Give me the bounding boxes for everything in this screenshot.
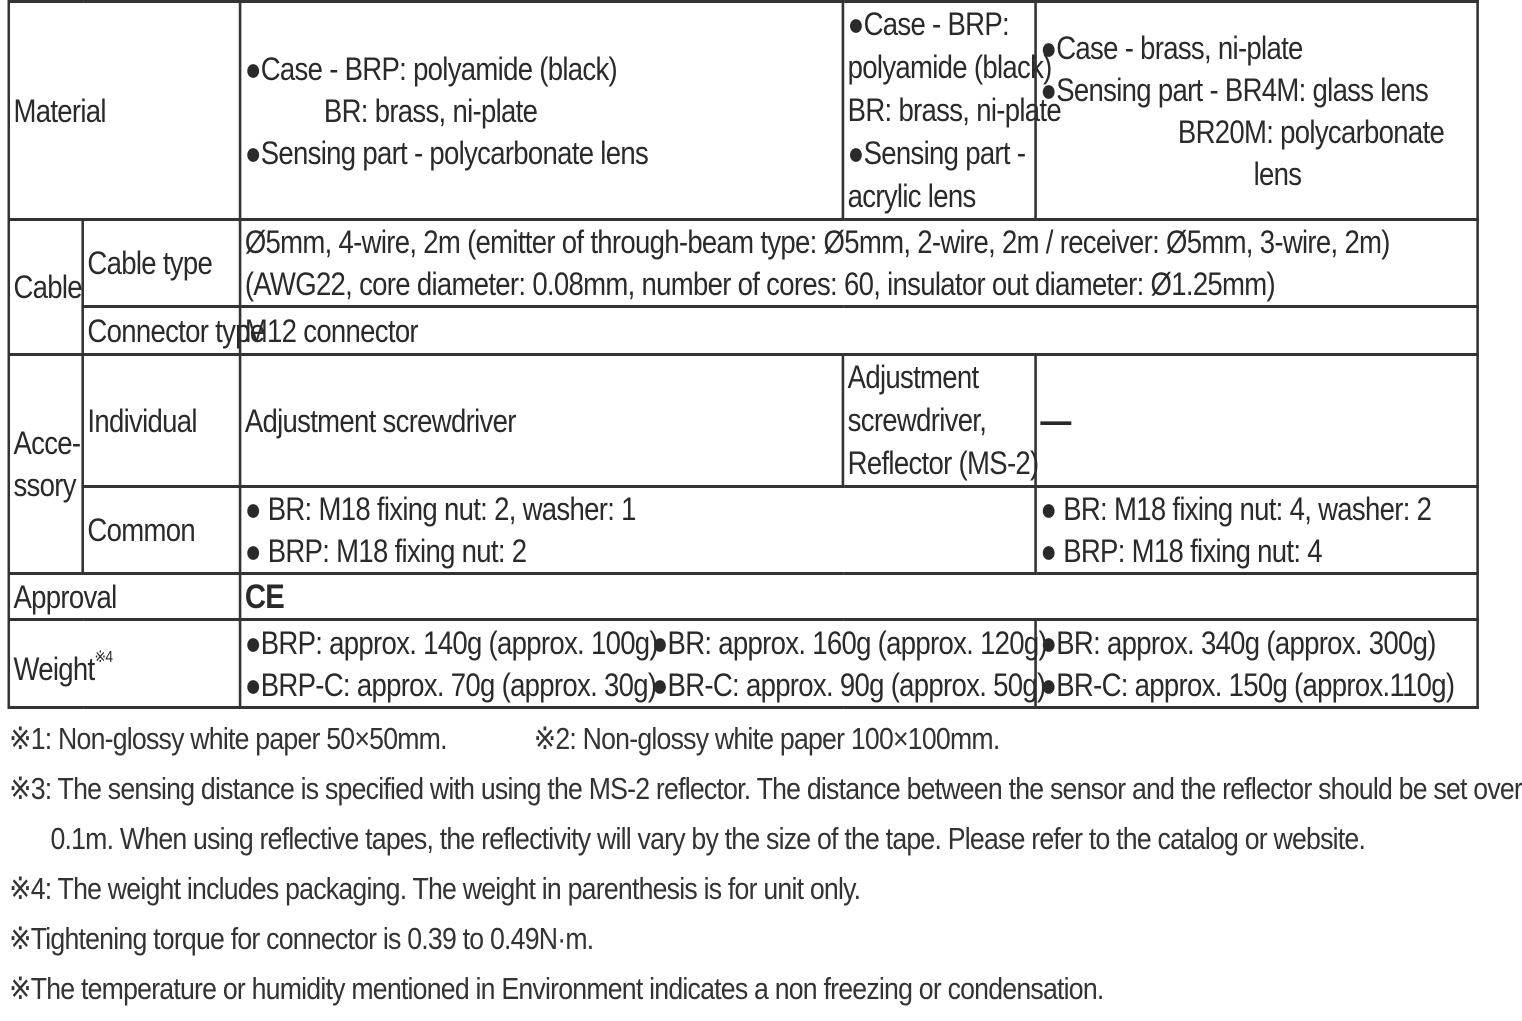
common-left-line: ● BRP: M18 fixing nut: 2 <box>244 533 527 569</box>
weight-label: Weight <box>13 651 95 687</box>
common-left <box>240 487 1036 574</box>
weight-label-cell <box>9 620 240 708</box>
weight-col2-line: ●BR-C: approx. 90g (approx. 50g) <box>651 666 1046 703</box>
weight-col1-line: ●BRP: approx. 140g (approx. 100g) <box>244 624 658 661</box>
cable-type-line: Ø5mm, 4-wire, 2m (emitter of through-beam type: Ø5mm, 2-wire, 2m / receiver: Ø5mm, 3-wire, 2m) <box>244 224 1390 260</box>
material-col1-line: ●Sensing part - polycarbonate lens <box>244 134 649 171</box>
material-col3-line: ●Sensing part - BR4M: glass lens <box>1040 71 1429 108</box>
footnote-1: ※1: Non-glossy white paper 50×50mm. <box>9 721 447 756</box>
material-col3-line: ●Case - brass, ni-plate <box>1040 29 1303 66</box>
material-col2-line: ●Case - BRP: <box>847 6 1009 42</box>
weight-col1-col2 <box>240 620 1048 708</box>
connector-type-label: Connector type <box>83 307 240 355</box>
weight-col3-line: ●BR-C: approx. 150g (approx.110g) <box>1040 666 1455 703</box>
approval-row <box>9 574 1478 620</box>
ce-mark: CE <box>240 574 1478 620</box>
weight-col2 <box>652 622 1047 706</box>
footnote-4: ※4: The weight includes packaging. The weight in parenthesis is for unit only. <box>9 871 861 906</box>
individual-col2-line: Reflector (MS-2) <box>847 445 1039 481</box>
spec-table <box>7 0 1478 709</box>
footnote-2: ※2: Non-glossy white paper 100×100mm. <box>533 721 1000 756</box>
accessory-label <box>9 355 83 574</box>
common-right-line: ● BR: M18 fixing nut: 4, washer: 2 <box>1040 491 1432 527</box>
individual-col2-line: screwdriver, <box>847 402 987 438</box>
connector-type-value: M12 connector <box>240 307 1478 355</box>
weight-row <box>9 620 1478 708</box>
accessory-common-row <box>9 487 1478 574</box>
material-col2-line: ●Sensing part - <box>847 135 1026 171</box>
individual-col2 <box>843 355 1039 487</box>
connector-type-row <box>9 307 1478 355</box>
material-label: Material <box>9 2 240 220</box>
weight-col2-line: ●BR: approx. 160g (approx. 120g) <box>651 624 1048 661</box>
footnote-row-1-2 <box>9 714 1273 764</box>
material-col2-line: BR: brass, ni-plate <box>847 92 1061 128</box>
accessory-label-line: Acce- <box>13 425 81 461</box>
common-label: Common <box>83 487 240 574</box>
material-col1-line: BR: brass, ni-plate <box>323 92 538 129</box>
material-col3-line: lens <box>1253 155 1302 192</box>
material-col2-line: polyamide (black) <box>847 49 1052 85</box>
material-col3 <box>1036 2 1478 220</box>
cable-type-line: (AWG22, core diameter: 0.08mm, number of cores: 60, insulator out diameter: Ø1.25mm) <box>244 266 1276 302</box>
cable-type-label: Cable type <box>83 220 240 307</box>
footnote-3-cont: 0.1m. When using reflective tapes, the reflectivity will vary by the size of the tape. Please refer to the catalog or website. <box>50 821 1366 856</box>
common-right <box>1036 487 1478 574</box>
cable-type-value <box>240 220 1478 307</box>
material-col1 <box>240 2 843 220</box>
weight-note-mark: ※4 <box>94 649 113 666</box>
material-col1-line: ●Case - BRP: polyamide (black) <box>244 50 618 87</box>
material-row <box>9 2 1478 220</box>
material-col2-line: acrylic lens <box>847 178 976 214</box>
footnotes <box>9 714 1522 1014</box>
common-right-line: ● BRP: M18 fixing nut: 4 <box>1040 533 1322 569</box>
weight-col3 <box>1036 620 1478 708</box>
accessory-individual-row <box>9 355 1478 487</box>
cable-type-row <box>9 220 1478 307</box>
approval-label: Approval <box>9 574 240 620</box>
material-col3-line: BR20M: polycarbonate <box>1177 113 1445 150</box>
common-left-line: ● BR: M18 fixing nut: 2, washer: 1 <box>244 491 636 527</box>
individual-col1: Adjustment screwdriver <box>240 355 843 487</box>
accessory-label-line: ssory <box>13 467 76 503</box>
footnote-environment: ※The temperature or humidity mentioned in Environment indicates a non freezing or condensation. <box>9 971 1104 1006</box>
cable-label: Cable <box>9 220 83 355</box>
individual-col3: — <box>1036 355 1478 487</box>
footnote-torque: ※Tightening torque for connector is 0.39 to 0.49N·m. <box>9 921 594 956</box>
footnote-3: ※3: The sensing distance is specified with using the MS-2 reflector. The distance between the sensor and the reflector should be set over <box>9 771 1522 806</box>
individual-col2-line: Adjustment <box>847 359 979 395</box>
weight-col1-line: ●BRP-C: approx. 70g (approx. 30g) <box>244 666 657 703</box>
weight-col3-line: ●BR: approx. 340g (approx. 300g) <box>1040 624 1436 661</box>
individual-label: Individual <box>83 355 240 487</box>
material-col2 <box>843 2 1061 220</box>
weight-col1 <box>244 622 658 706</box>
